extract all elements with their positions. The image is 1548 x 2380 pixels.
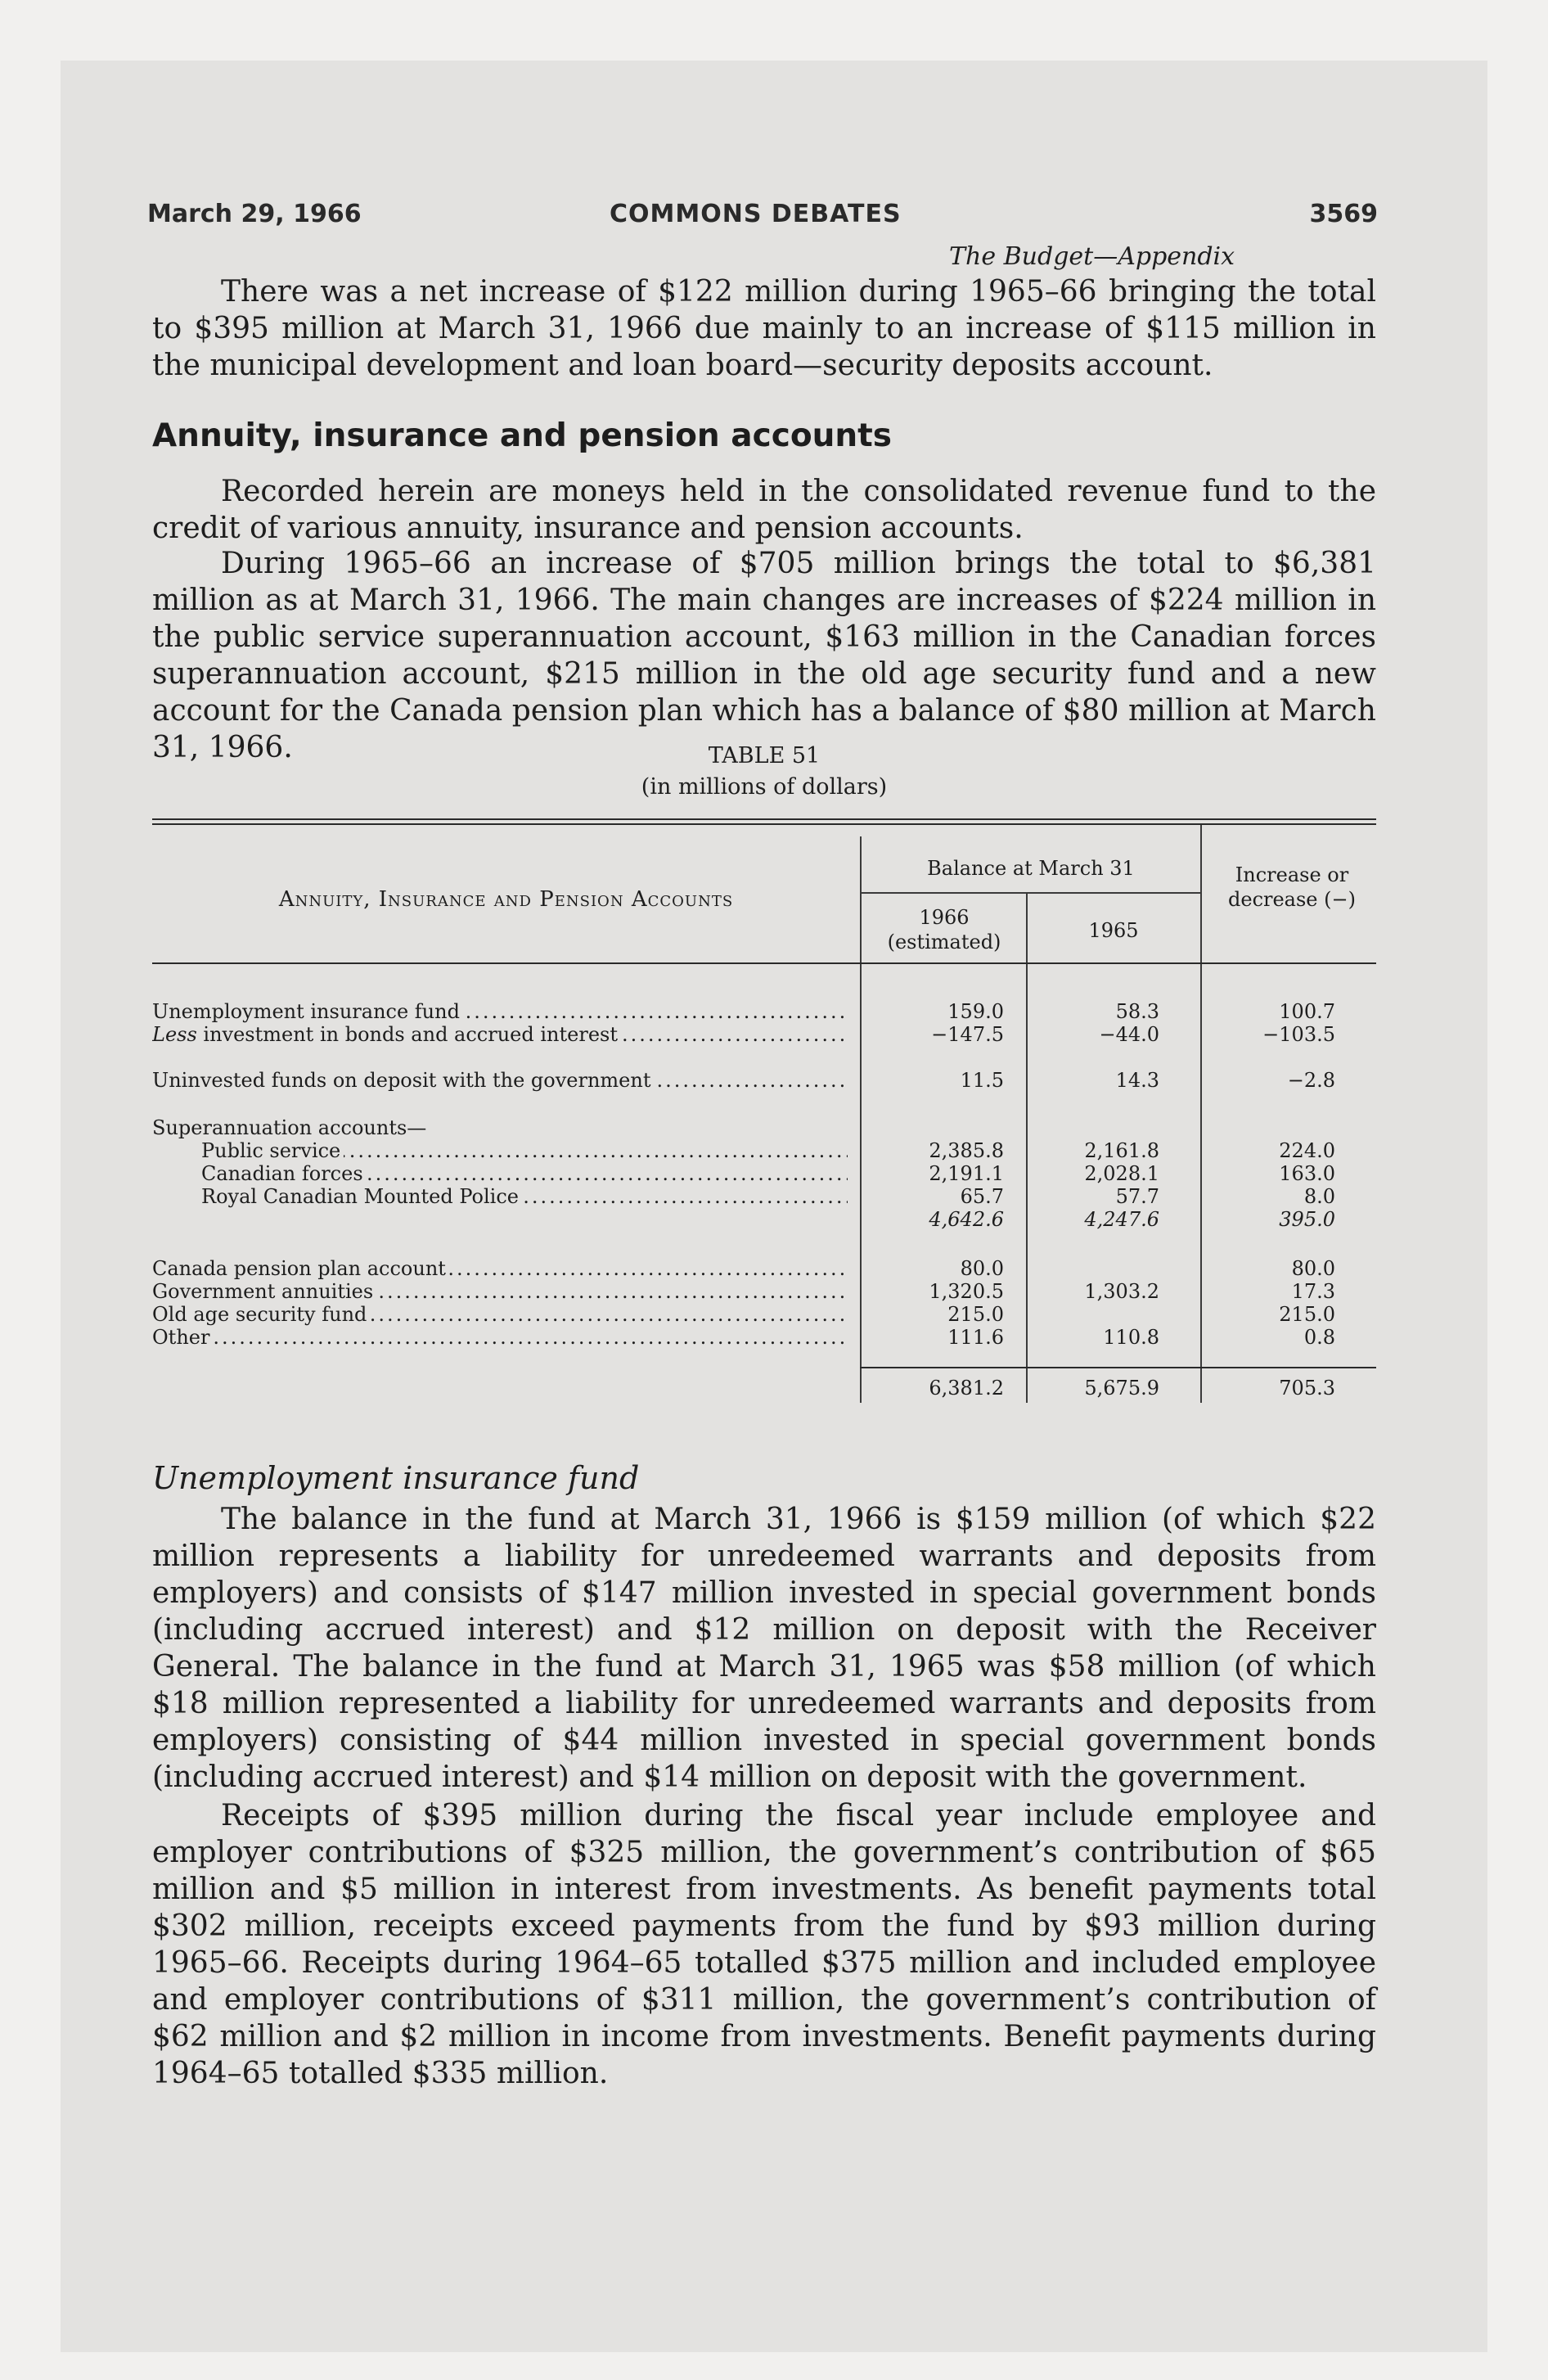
cell-1966: 159.0 bbox=[947, 1000, 1004, 1023]
cell-change: 395.0 bbox=[1279, 1208, 1335, 1231]
row-label: Other bbox=[152, 1326, 213, 1349]
cell-1965: 4,247.6 bbox=[1084, 1208, 1159, 1231]
row-label: Unemployment insurance fund bbox=[152, 1000, 463, 1023]
total-rule bbox=[860, 1367, 1376, 1368]
row-label: Royal Canadian Mounted Police bbox=[201, 1185, 522, 1208]
cell-change: 224.0 bbox=[1279, 1139, 1335, 1162]
table-row bbox=[152, 1000, 1376, 1023]
section-paragraph-1: Recorded herein are moneys held in the consolidated revenue fund to the credit of various annuity, insurance and pension accounts. bbox=[152, 475, 1376, 545]
table-row-total bbox=[152, 1377, 1376, 1400]
cell-1965: 14.3 bbox=[1115, 1069, 1159, 1092]
table-row bbox=[152, 1023, 1376, 1046]
cell-1966: 2,385.8 bbox=[929, 1139, 1004, 1162]
intro-paragraph: There was a net increase of $122 million during 1965–66 bringing the total to $395 million at March 31, 1966 due mainly to an increase of $115 million in the municipal development and loan board—security deposits account. bbox=[152, 275, 1376, 382]
table-row bbox=[152, 1303, 1376, 1326]
table-row bbox=[152, 1116, 1376, 1139]
cell-1966: 1,320.5 bbox=[929, 1280, 1004, 1303]
section-paragraph-2: During 1965–66 an increase of $705 million brings the total to $6,381 million as at March 31, 1966. The main changes are increases of $224 million in the public service superannuation account, $163 million in the Canadian forces superannuation account, $215 million in the old age security fund and a new account for the Canada pension plan which has a balance of $80 million at March 31, 1966. bbox=[152, 547, 1376, 764]
subheading: Unemployment insurance fund bbox=[152, 1460, 640, 1496]
cell-change: −2.8 bbox=[1287, 1069, 1335, 1092]
row-label: investment in bonds and accrued interest bbox=[196, 1023, 618, 1046]
cell-1966: 215.0 bbox=[947, 1303, 1004, 1326]
cell-change: 705.3 bbox=[1279, 1377, 1335, 1400]
table-row bbox=[152, 1185, 1376, 1208]
col-header-1965: 1965 bbox=[1088, 919, 1139, 942]
row-label: Uninvested funds on deposit with the government bbox=[152, 1069, 654, 1092]
table-top-rule bbox=[152, 818, 1376, 820]
spanner-rule bbox=[860, 892, 1200, 894]
row-label: Superannuation accounts— bbox=[152, 1116, 430, 1139]
table-row-subtotal bbox=[152, 1208, 1376, 1231]
stub-header: Annuity, Insurance and Pension Accounts bbox=[278, 887, 734, 912]
cell-1965: 57.7 bbox=[1115, 1185, 1159, 1208]
table-subcaption: (in millions of dollars) bbox=[641, 774, 888, 800]
cell-1965: 110.8 bbox=[1103, 1326, 1159, 1349]
cell-change: 100.7 bbox=[1279, 1000, 1335, 1023]
section-heading: Annuity, insurance and pension accounts bbox=[152, 417, 893, 454]
uif-paragraph-1: The balance in the fund at March 31, 1966 is $159 million (of which $22 million represents a liability for unredeemed warrants and deposits from employers) and consists of $147 million invested in special government bonds (including accrued interest) and $12 million on deposit with the Receiver General. The balance in the fund at March 31, 1965 was $58 million (of which $18 million represented a liability for unredeemed warrants and deposits from employers) consisting of $44 million invested in special government bonds (including accrued interest) and $14 million on deposit with the government. bbox=[152, 1503, 1376, 1794]
cell-1966: −147.5 bbox=[931, 1023, 1004, 1046]
cell-1965: −44.0 bbox=[1099, 1023, 1159, 1046]
cell-change: −103.5 bbox=[1262, 1023, 1335, 1046]
table-row bbox=[152, 1280, 1376, 1303]
cell-1965: 2,028.1 bbox=[1084, 1162, 1159, 1185]
group-header: Balance at March 31 bbox=[927, 857, 1135, 880]
table-row bbox=[152, 1139, 1376, 1162]
table-row bbox=[152, 1069, 1376, 1092]
cell-1966: 2,191.1 bbox=[929, 1162, 1004, 1185]
row-label: Old age security fund bbox=[152, 1303, 370, 1326]
col-header-change: Increase or decrease (−) bbox=[1228, 863, 1356, 911]
cell-1965: 2,161.8 bbox=[1084, 1139, 1159, 1162]
cell-change: 17.3 bbox=[1291, 1280, 1335, 1303]
header-bottom-rule bbox=[152, 962, 1376, 964]
cell-1965: 1,303.2 bbox=[1084, 1280, 1159, 1303]
table-top-rule-double bbox=[152, 823, 1376, 825]
cell-change: 215.0 bbox=[1279, 1303, 1335, 1326]
cell-change: 80.0 bbox=[1291, 1257, 1335, 1280]
table-row bbox=[152, 1257, 1376, 1280]
table-row bbox=[152, 1162, 1376, 1185]
cell-1965: 5,675.9 bbox=[1084, 1377, 1159, 1400]
cell-1966: 4,642.6 bbox=[929, 1208, 1004, 1231]
cell-1966: 111.6 bbox=[947, 1326, 1004, 1349]
col-header-1966: 1966 (estimated) bbox=[887, 906, 1001, 953]
cell-change: 163.0 bbox=[1279, 1162, 1335, 1185]
cell-1966: 65.7 bbox=[960, 1185, 1004, 1208]
annuity-table bbox=[152, 817, 1376, 1416]
row-label: Canadian forces bbox=[201, 1162, 367, 1185]
cell-change: 8.0 bbox=[1303, 1185, 1335, 1208]
table-caption: TABLE 51 bbox=[708, 743, 821, 769]
cell-1966: 80.0 bbox=[960, 1257, 1004, 1280]
cell-1965: 58.3 bbox=[1115, 1000, 1159, 1023]
cell-1966: 6,381.2 bbox=[929, 1377, 1004, 1400]
cell-change: 0.8 bbox=[1303, 1326, 1335, 1349]
header-date: March 29, 1966 bbox=[147, 200, 362, 228]
header-page-number: 3569 bbox=[1309, 200, 1378, 228]
row-label: Government annuities bbox=[152, 1280, 376, 1303]
row-label: Canada pension plan account bbox=[152, 1257, 449, 1280]
header-title: COMMONS DEBATES bbox=[610, 200, 902, 228]
running-head: The Budget—Appendix bbox=[949, 242, 1235, 271]
page-header bbox=[147, 200, 1378, 241]
uif-paragraph-2: Receipts of $395 million during the fiscal year include employee and employer contributions of $325 million, the government’s contribution of $65 million and $5 million in interest from investments. As benefit payments total $302 million, receipts exceed payments from the fund by $93 million during 1965–66. Receipts during 1964–65 totalled $375 million and included employee and employer contributions of $311 million, the government’s contribution of $62 million and $2 million in income from investments. Benefit payments during 1964–65 totalled $335 million. bbox=[152, 1799, 1376, 2090]
cell-1966: 11.5 bbox=[960, 1069, 1004, 1092]
table-row bbox=[152, 1326, 1376, 1349]
row-label-italic: Less bbox=[152, 1023, 197, 1046]
row-label: Public service bbox=[201, 1139, 344, 1162]
